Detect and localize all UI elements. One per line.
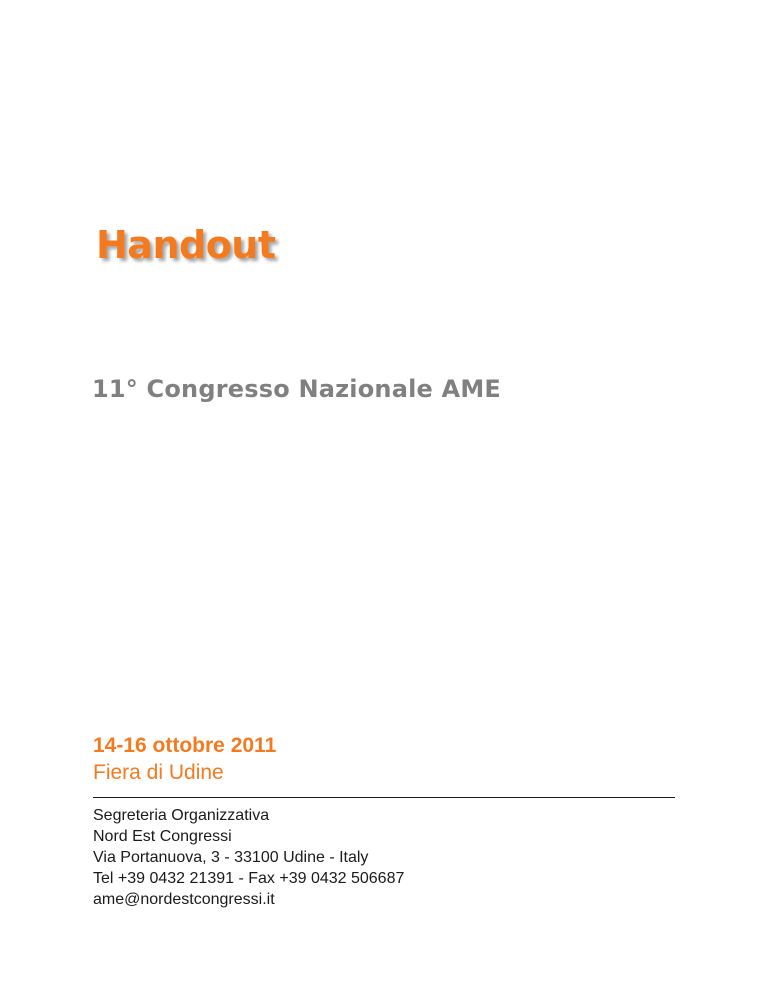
contact-line-email[interactable]: ame@nordestcongressi.it — [93, 891, 275, 908]
divider — [93, 797, 675, 798]
contact-block — [93, 805, 675, 910]
page-title: Handout — [96, 223, 276, 267]
event-venue: Fiera di Udine — [93, 761, 224, 784]
contact-line-address: Via Portanuova, 3 - 33100 Udine - Italy — [93, 849, 369, 866]
contact-line-secretariat: Segreteria Organizzativa — [93, 807, 270, 824]
contact-line-company: Nord Est Congressi — [93, 828, 232, 845]
contact-line-phone-fax: Tel +39 0432 21391 - Fax +39 0432 506687 — [93, 870, 405, 887]
congress-name: 11° Congresso Nazionale AME — [92, 375, 502, 403]
event-dates: 14-16 ottobre 2011 — [93, 734, 277, 757]
